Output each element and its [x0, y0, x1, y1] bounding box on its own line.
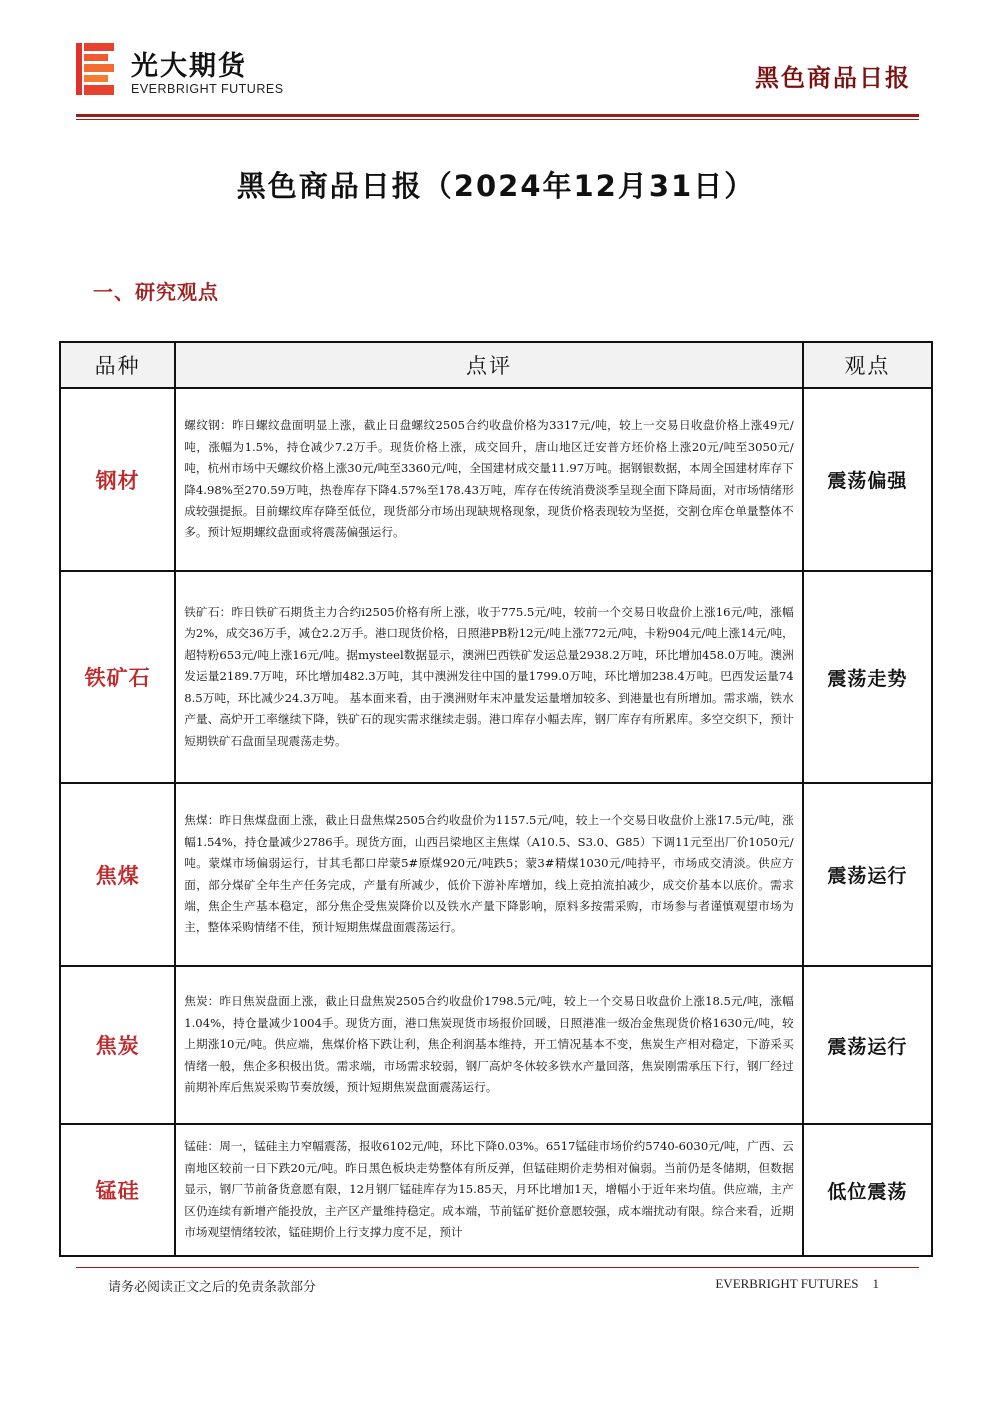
- row-commentary: 焦炭：昨日焦炭盘面上涨，截止日盘焦炭2505合约收盘价1798.5元/吨，较上一个交易日收盘价上涨18.5元/吨，涨幅1.04%，持仓量减少1004手。现货方面，港口焦炭现货市场报价回暖，日照港准一级冶金焦现货价格1630元/吨，较上期涨10元/吨。供应端，焦煤价格下跌让利，焦企利润基本维持，开工情况基本不变，焦炭生产相对稳定，下游采买情绪一般，焦企多积极出货。需求端，市场需求较弱，钢厂高炉冬休较多铁水产量回落，焦炭刚需承压下行，钢厂经过前期补库后焦炭采购节奏放缓，预计短期焦炭盘面震荡运行。: [175, 966, 802, 1124]
- row-commentary: 螺纹钢：昨日螺纹盘面明显上涨，截止日盘螺纹2505合约收盘价格为3317元/吨，较上一交易日收盘价格上涨49元/吨，涨幅为1.5%，持仓减少7.2万手。现货价格上涨，成交回升，唐山地区迁安普方坯价格上涨20元/吨至3050元/吨，杭州市场中天螺纹价格上涨30元/吨至3360元/吨，全国建材成交量11.97万吨。据钢银数据，本周全国建材库存下降4.98%至270.59万吨，热卷库存下降4.57%至178.43万吨，库存在传统消费淡季呈现全面下降局面，对市场情绪形成较强提振。目前螺纹库存降至低位，现货部分市场出现缺规格现象，现货价格表现较为坚挺，交割仓库仓单量整体不多。预计短期螺纹盘面或将震荡偏强运行。: [175, 388, 802, 571]
- table-row: [60, 1124, 932, 1256]
- header-view: 观点: [803, 342, 932, 388]
- document-title: 黑色商品日报（2024年12月31日）: [236, 169, 756, 203]
- row-category: 焦炭: [60, 966, 175, 1124]
- logo-chinese-name: 光大期货: [131, 51, 247, 82]
- row-view: 震荡运行: [803, 966, 932, 1124]
- table-row: [60, 783, 932, 966]
- everbright-logo-icon: [76, 43, 116, 95]
- header-divider-thin: [76, 119, 919, 120]
- research-table-container: [59, 341, 934, 1259]
- footer-divider: [76, 1267, 919, 1268]
- row-view: 震荡走势: [803, 571, 932, 783]
- header-category: 品种: [60, 342, 175, 388]
- row-commentary: 焦煤：昨日焦煤盘面上涨，截止日盘焦煤2505合约收盘价为1157.5元/吨，较上一个交易日收盘价上涨17.5元/吨，涨幅1.54%，持仓量减少2786手。现货方面，山西吕梁地区主焦煤（A10.5、S3.0、G85）下调11元至出厂价1050元/吨。蒙煤市场偏弱运行，甘其毛都口岸蒙5#原煤920元/吨跌5；蒙3#精煤1030元/吨持平，市场成交清淡。供应方面，部分煤矿全年生产任务完成，产量有所减少，低价下游补库增加，线上竞拍流拍减少，成交价基本以底价。需求端，焦企生产基本稳定，部分焦企受焦炭降价以及铁水产量下降影响，原料多按需采购，市场参与者谨慎观望市场为主，整体采购情绪不佳，预计短期焦煤盘面震荡运行。: [175, 783, 802, 966]
- footer-brand-block: [715, 1276, 879, 1292]
- report-name: 黑色商品日报: [755, 64, 911, 92]
- table-row: [60, 966, 932, 1124]
- header-commentary: 点评: [175, 342, 802, 388]
- page-header: [76, 38, 919, 120]
- logo-english-name: EVERBRIGHT FUTURES: [131, 82, 284, 96]
- research-table: [59, 341, 933, 1257]
- footer-brand: EVERBRIGHT FUTURES: [715, 1276, 859, 1291]
- row-category: 钢材: [60, 388, 175, 571]
- section-heading: 一、研究观点: [93, 280, 219, 304]
- everbright-logo: [76, 40, 286, 100]
- row-category: 焦煤: [60, 783, 175, 966]
- header-divider: [76, 114, 919, 117]
- row-commentary: 铁矿石：昨日铁矿石期货主力合约i2505价格有所上涨，收于775.5元/吨，较前一个交易日收盘价上涨16元/吨，涨幅为2%，成交36万手，减仓2.2万手。港口现货价格，日照港PB粉12元/吨上涨772元/吨，卡粉904元/吨上涨14元/吨，超特粉653元/吨上涨16元/吨。据mysteel数据显示，澳洲巴西铁矿发运总量2938.2万吨，环比增加458.0万吨。澳洲发运量2189.7万吨，环比增加482.3万吨，其中澳洲发往中国的量1799.0万吨，环比增加238.4万吨。巴西发运量748.5万吨，环比减少24.3万吨。 基本面来看，由于澳洲财年末冲量发运量增加较多、到港量也有所增加。需求端，铁水产量、高炉开工率继续下降，铁矿石的现实需求继续走弱。港口库存小幅去库，钢厂库存有所累库。多空交织下，预计短期铁矿石盘面呈现震荡走势。: [175, 571, 802, 783]
- row-view: 震荡偏强: [803, 388, 932, 571]
- table-row: [60, 388, 932, 571]
- row-category: 锰硅: [60, 1124, 175, 1256]
- footer-disclaimer: 请务必阅读正文之后的免责条款部分: [108, 1280, 317, 1295]
- table-header-row: [60, 342, 932, 388]
- row-view: 震荡运行: [803, 783, 932, 966]
- row-category: 铁矿石: [60, 571, 175, 783]
- row-view: 低位震荡: [803, 1124, 932, 1256]
- row-commentary: 锰硅：周一，锰硅主力窄幅震荡，报收6102元/吨，环比下降0.03%。6517锰硅市场价约5740-6030元/吨，广西、云南地区较前一日下跌20元/吨。昨日黑色板块走势整体有所反弹，但锰硅期价走势相对偏弱。当前仍是冬储期，但数据显示，钢厂节前备货意愿有限，12月钢厂锰硅库存为15.85天，月环比增加1天，增幅小于近年来均值。供应端，主产区仍连续有新增产能投放，主产区产量维持稳定。成本端，节前锰矿挺价意愿较强，成本端扰动有限。综合来看，近期市场观望情绪较浓，锰硅期价上行支撑力度不足，预计: [175, 1124, 802, 1256]
- table-row: [60, 571, 932, 783]
- page-number: 1: [872, 1276, 879, 1291]
